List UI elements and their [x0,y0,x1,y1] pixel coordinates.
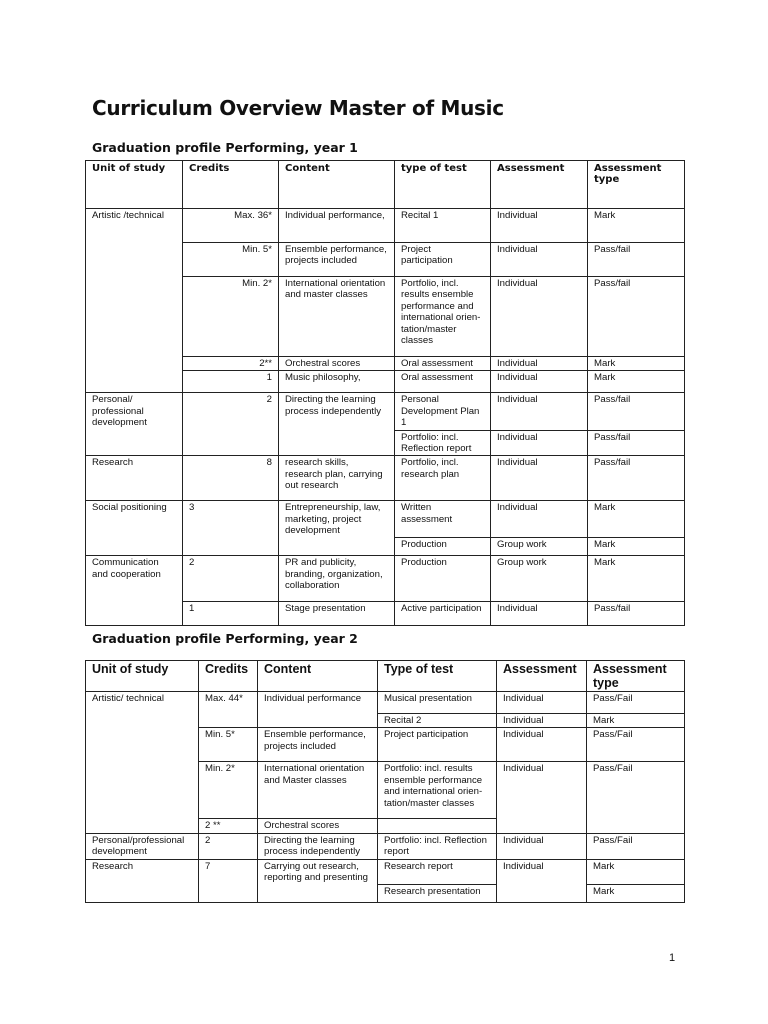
credits-cell: Max. 44* [199,692,258,714]
year2-heading: Graduation profile Performing, year 2 [92,631,358,646]
content-cell: Carrying out research, reporting and presenting [258,859,378,884]
table-row [86,277,685,357]
year2-table [85,660,685,903]
content-cell: International orientation and master classes [279,277,395,357]
credits-cell: Max. 36* [183,209,279,243]
unit-cell [86,819,199,833]
table-row [86,556,685,602]
table-header-row [86,661,685,692]
year1-heading: Graduation profile Performing, year 1 [92,140,358,155]
content-cell: Directing the learning process independently [279,393,395,430]
table-row [86,393,685,430]
unit-cell: Artistic /technical [86,209,183,243]
content-cell: International orientation and Master classes [258,762,378,819]
assessment-cell [497,884,587,902]
content-cell [279,538,395,556]
test-cell: Portfolio, incl. research plan [395,456,491,501]
assessment-cell: Individual [491,357,588,371]
table-row [86,209,685,243]
credits-cell: Min. 5* [199,728,258,762]
table-row [86,833,685,859]
unit-cell [86,884,199,902]
header-credits: Credits [199,661,258,692]
unit-cell [86,762,199,819]
assessment-type-cell: Mark [588,538,685,556]
content-cell [258,714,378,728]
test-cell: Recital 1 [395,209,491,243]
table-row [86,692,685,714]
unit-cell: Personal/ professional development [86,393,183,430]
credits-cell: 1 [183,602,279,626]
table-row [86,714,685,728]
table-row [86,243,685,277]
header-assessment: Assessment [497,661,587,692]
test-cell: Active participation [395,602,491,626]
content-cell: Entrepreneurship, law, marketing, project development [279,501,395,538]
table-row [86,357,685,371]
assessment-type-cell: Pass/fail [588,243,685,277]
assessment-cell: Individual [491,501,588,538]
assessment-type-cell: Pass/fail [588,277,685,357]
unit-cell: Social positioning [86,501,183,538]
header-assessment: Assessment [491,161,588,209]
credits-cell: 2 ** [199,819,258,833]
unit-cell: Personal/professional development [86,833,199,859]
content-cell: Stage presentation [279,602,395,626]
assessment-cell: Individual [491,243,588,277]
test-cell: Oral assessment [395,357,491,371]
content-cell: Music philosophy, [279,371,395,393]
year1-table [85,160,685,626]
test-cell: Production [395,538,491,556]
test-cell: Research report [378,859,497,884]
table-row [86,602,685,626]
table-row [86,819,685,833]
content-cell: Orchestral scores [279,357,395,371]
unit-cell: Communication and cooperation [86,556,183,602]
test-cell: Portfolio: incl. results ensemble performance and international orien-tation/master classes [378,762,497,819]
content-cell: Individual performance, [279,209,395,243]
assessment-type-cell: Mark [588,357,685,371]
assessment-type-cell: Pass/Fail [587,833,685,859]
unit-cell [86,728,199,762]
test-cell: Research presentation [378,884,497,902]
credits-cell [183,538,279,556]
header-content: Content [279,161,395,209]
header-assessment-type: Assessment type [588,161,685,209]
assessment-type-cell: Mark [588,501,685,538]
header-content: Content [258,661,378,692]
unit-cell: Research [86,456,183,501]
table-row [86,728,685,762]
assessment-type-cell: Mark [588,556,685,602]
assessment-cell: Individual [491,456,588,501]
assessment-cell: Individual [491,393,588,430]
assessment-type-cell: Pass/Fail [587,728,685,762]
document-title: Curriculum Overview Master of Music [92,96,504,120]
content-cell: Orchestral scores [258,819,378,833]
test-cell: Portfolio: incl. Reflection report [378,833,497,859]
credits-cell: 8 [183,456,279,501]
table-row [86,456,685,501]
assessment-type-cell: Mark [587,714,685,728]
table-row [86,430,685,456]
assessment-type-cell: Pass/fail [588,393,685,430]
table-row [86,501,685,538]
credits-cell: 2** [183,357,279,371]
assessment-cell: Individual [491,209,588,243]
content-cell: Ensemble performance, projects included [279,243,395,277]
credits-cell [199,884,258,902]
assessment-cell: Individual [497,714,587,728]
assessment-cell: Individual [491,430,588,456]
unit-cell [86,371,183,393]
table-row [86,538,685,556]
header-assessment-type: Assessment type [587,661,685,692]
credits-cell: 2 [183,556,279,602]
table-row [86,884,685,902]
header-type-of-test: type of test [395,161,491,209]
credits-cell: Min. 2* [183,277,279,357]
test-cell: Musical presentation [378,692,497,714]
content-cell [279,430,395,456]
credits-cell: 1 [183,371,279,393]
test-cell: Project participation [395,243,491,277]
test-cell: Project participation [378,728,497,762]
assessment-type-cell: Mark [587,859,685,884]
assessment-type-cell: Mark [588,371,685,393]
unit-cell [86,538,183,556]
test-cell: Written assessment [395,501,491,538]
assessment-type-cell: Pass/fail [588,602,685,626]
page-number: 1 [669,952,676,964]
credits-cell: Min. 2* [199,762,258,819]
unit-cell [86,277,183,357]
header-unit-of-study: Unit of study [86,661,199,692]
assessment-cell: Individual [497,692,587,714]
content-cell: PR and publicity, branding, organization, collaboration [279,556,395,602]
assessment-type-cell: Mark [587,884,685,902]
content-cell [258,884,378,902]
assessment-cell: Group work [491,538,588,556]
table-row [86,371,685,393]
unit-cell [86,243,183,277]
assessment-cell: Individual [497,859,587,884]
table-header-row [86,161,685,209]
header-type-of-test: Type of test [378,661,497,692]
unit-cell: Research [86,859,199,884]
content-cell: Directing the learning process independently [258,833,378,859]
assessment-cell [497,819,587,833]
assessment-type-cell: Pass/Fail [587,692,685,714]
assessment-type-cell: Pass/fail [588,430,685,456]
assessment-cell: Individual [491,277,588,357]
assessment-type-cell: Pass/Fail [587,762,685,819]
test-cell: Production [395,556,491,602]
assessment-type-cell: Pass/fail [588,456,685,501]
assessment-cell: Individual [497,833,587,859]
credits-cell: 2 [183,393,279,430]
test-cell: Oral assessment [395,371,491,393]
unit-cell [86,714,199,728]
unit-cell: Artistic/ technical [86,692,199,714]
credits-cell: 2 [199,833,258,859]
content-cell: research skills, research plan, carrying out research [279,456,395,501]
credits-cell: Min. 5* [183,243,279,277]
assessment-cell: Individual [497,728,587,762]
test-cell: Personal Development Plan 1 [395,393,491,430]
assessment-cell: Individual [491,371,588,393]
unit-cell [86,430,183,456]
assessment-type-cell: Mark [588,209,685,243]
test-cell [378,819,497,833]
credits-cell [183,430,279,456]
credits-cell: 3 [183,501,279,538]
assessment-cell: Group work [491,556,588,602]
assessment-type-cell [587,819,685,833]
header-unit-of-study: Unit of study [86,161,183,209]
credits-cell [199,714,258,728]
unit-cell [86,357,183,371]
unit-cell [86,602,183,626]
header-credits: Credits [183,161,279,209]
assessment-cell: Individual [497,762,587,819]
content-cell: Ensemble performance, projects included [258,728,378,762]
credits-cell: 7 [199,859,258,884]
table-row [86,762,685,819]
test-cell: Recital 2 [378,714,497,728]
table-row [86,859,685,884]
assessment-cell: Individual [491,602,588,626]
test-cell: Portfolio: incl. Reflection report [395,430,491,456]
test-cell: Portfolio, incl. results ensemble performance and international orien-tation/master classes [395,277,491,357]
content-cell: Individual performance [258,692,378,714]
